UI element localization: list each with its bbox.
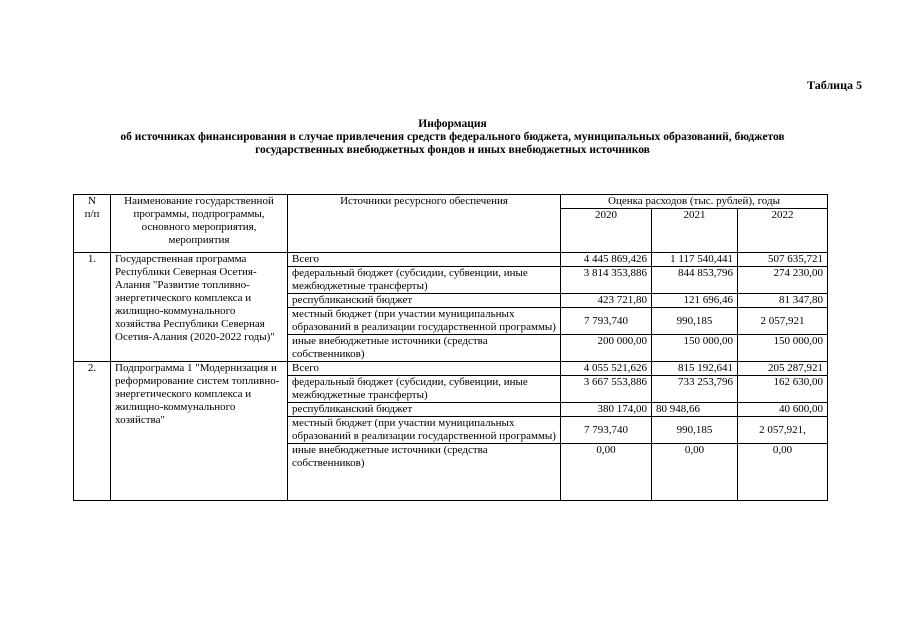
value-2020: 380 174,00 — [561, 403, 652, 417]
document-title — [0, 118, 905, 157]
value-2022: 0,00 — [738, 444, 828, 501]
value-2021: 990,185 — [652, 308, 738, 335]
header-year-2022: 2022 — [738, 209, 828, 253]
source-label: иные внебюджетные источники (средства собственников) — [288, 444, 561, 501]
header-num-line2: п/п — [84, 208, 100, 220]
value-2020: 423 721,80 — [561, 294, 652, 308]
value-2021: 844 853,796 — [652, 267, 738, 294]
table-number-label: Таблица 5 — [807, 78, 862, 92]
value-2020: 7 793,740 — [561, 308, 652, 335]
value-2020: 3 814 353,886 — [561, 267, 652, 294]
value-2022: 40 600,00 — [738, 403, 828, 417]
row-num: 2. — [74, 362, 111, 501]
value-2022: 162 630,00 — [738, 376, 828, 403]
value-2021: 121 696,46 — [652, 294, 738, 308]
value-2022: 2 057,921 — [738, 308, 828, 335]
value-2022: 81 347,80 — [738, 294, 828, 308]
value-2021: 80 948,66 — [652, 403, 738, 417]
source-label: республиканский бюджет — [288, 294, 561, 308]
value-2020: 7 793,740 — [561, 417, 652, 444]
row-name: Государственная программа Республики Северная Осетия-Алания "Развитие топливно-энергетического комплекса и жилищно-коммунального хозяйства Республики Северная Осетия-Алания (2020-2022 годы)" — [111, 253, 288, 362]
source-label: местный бюджет (при участии муниципальных образований в реализации государственной программы) — [288, 417, 561, 444]
title-line-3: государственных внебюджетных фондов и иных внебюджетных источников — [255, 144, 650, 156]
table-row — [74, 362, 828, 376]
title-line-2: об источниках финансирования в случае привлечения средств федерального бюджета, муниципальных образований, бюджетов — [120, 131, 785, 143]
financing-table — [73, 194, 828, 501]
value-2020: 4 445 869,426 — [561, 253, 652, 267]
header-year-2021: 2021 — [652, 209, 738, 253]
source-label: федеральный бюджет (субсидии, субвенции, иные межбюджетные трансферты) — [288, 267, 561, 294]
value-2020: 0,00 — [561, 444, 652, 501]
title-line-1: Информация — [418, 118, 487, 130]
value-2021: 0,00 — [652, 444, 738, 501]
source-label: республиканский бюджет — [288, 403, 561, 417]
header-year-2020: 2020 — [561, 209, 652, 253]
source-label: Всего — [288, 253, 561, 267]
header-num — [74, 195, 111, 253]
header-estimate: Оценка расходов (тыс. рублей), годы — [561, 195, 828, 209]
row-num: 1. — [74, 253, 111, 362]
value-2021: 815 192,641 — [652, 362, 738, 376]
value-2020: 3 667 553,886 — [561, 376, 652, 403]
value-2022: 150 000,00 — [738, 335, 828, 362]
value-2022: 507 635,721 — [738, 253, 828, 267]
value-2021: 1 117 540,441 — [652, 253, 738, 267]
value-2022: 205 287,921 — [738, 362, 828, 376]
row-name: Подпрограмма 1 "Модернизация и реформирование систем топливно-энергетического комплекса и жилищно-коммунального хозяйства" — [111, 362, 288, 501]
value-2022: 2 057,921, — [738, 417, 828, 444]
value-2020: 4 055 521,626 — [561, 362, 652, 376]
header-sources: Источники ресурсного обеспечения — [288, 195, 561, 253]
source-label: местный бюджет (при участии муниципальных образований в реализации государственной программы) — [288, 308, 561, 335]
source-label: федеральный бюджет (субсидии, субвенции, иные межбюджетные трансферты) — [288, 376, 561, 403]
source-label: иные внебюджетные источники (средства собственников) — [288, 335, 561, 362]
value-2021: 990,185 — [652, 417, 738, 444]
value-2022: 274 230,00 — [738, 267, 828, 294]
value-2021: 150 000,00 — [652, 335, 738, 362]
table-row — [74, 253, 828, 267]
header-name: Наименование государственной программы, подпрограммы, основного мероприятия, мероприятия — [111, 195, 288, 253]
source-label: Всего — [288, 362, 561, 376]
value-2020: 200 000,00 — [561, 335, 652, 362]
header-num-line1: N — [88, 195, 96, 207]
value-2021: 733 253,796 — [652, 376, 738, 403]
